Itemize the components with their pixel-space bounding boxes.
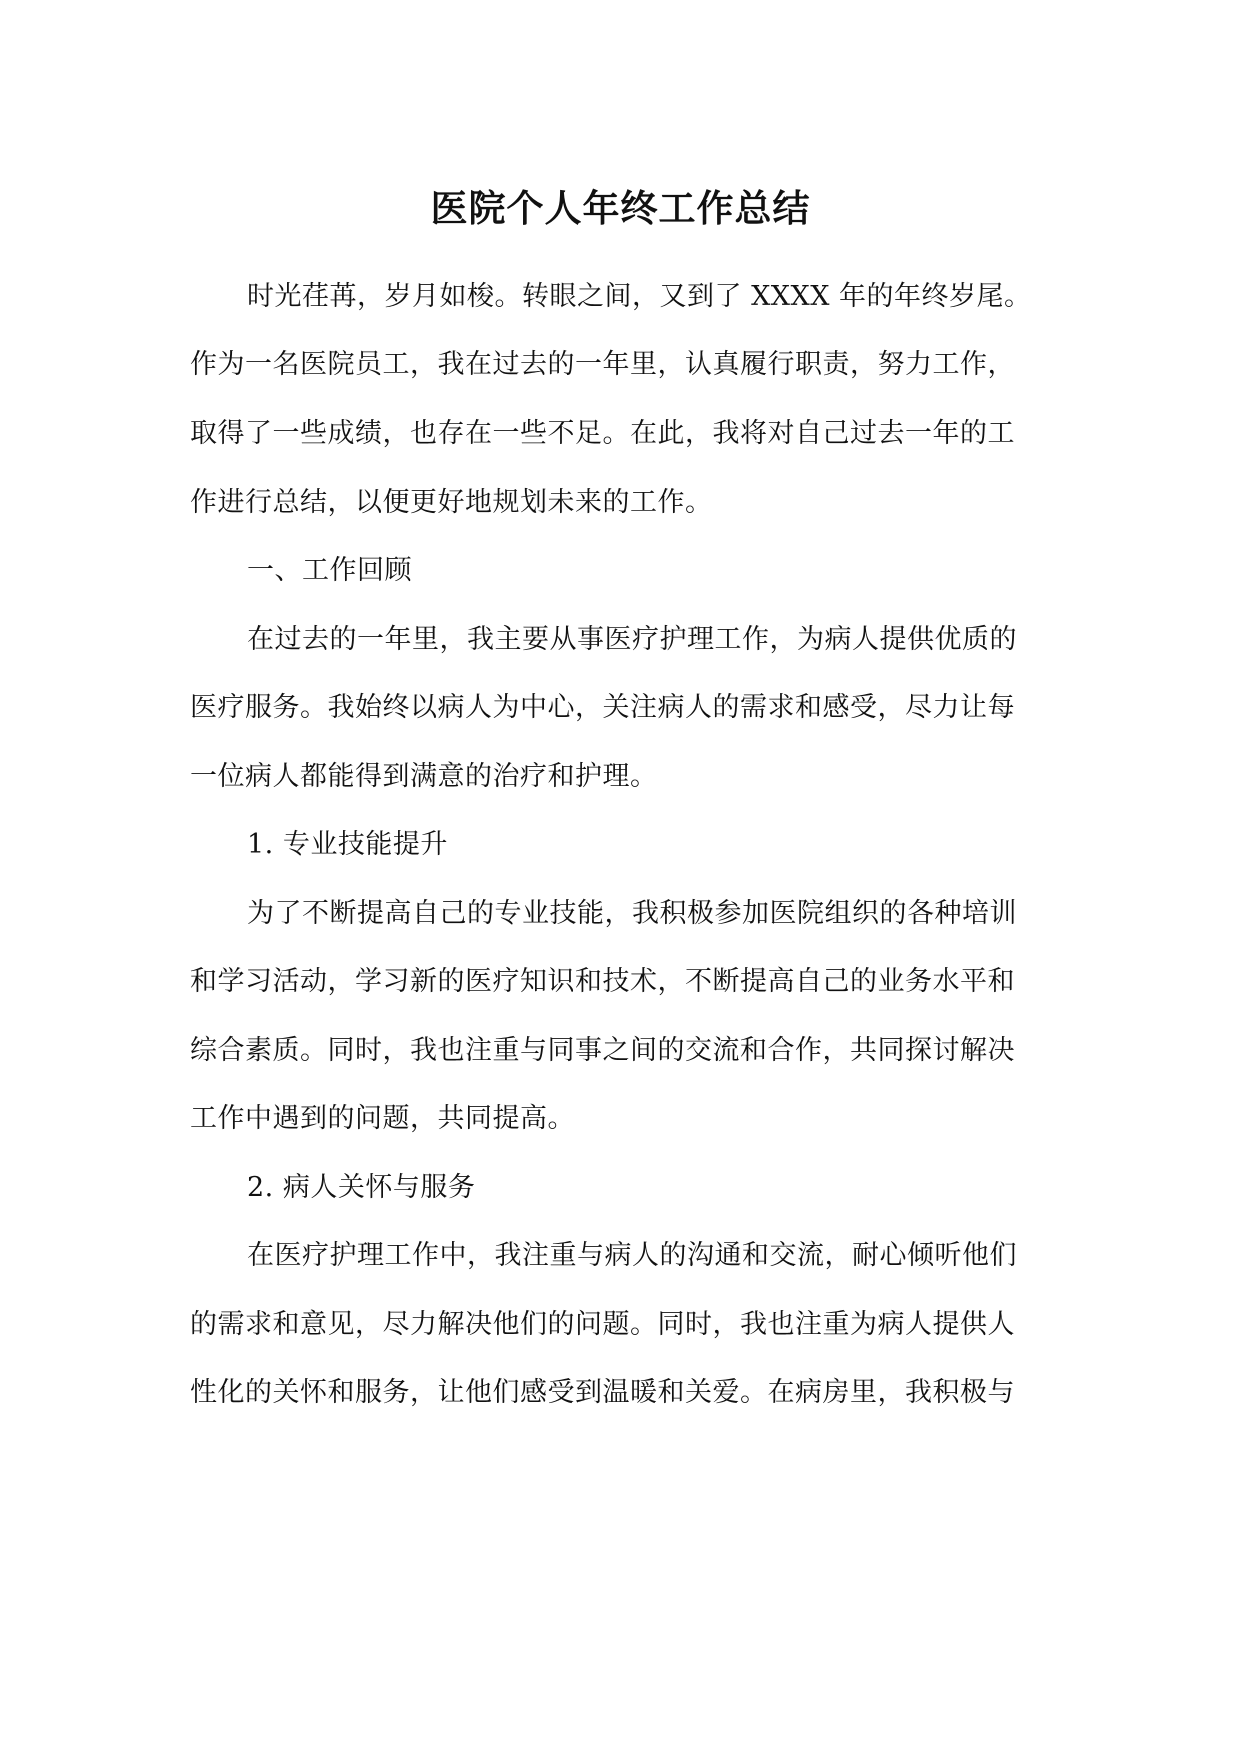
paragraph-line: 综合素质。同时，我也注重与同事之间的交流和合作，共同探讨解决 <box>190 1035 1015 1066</box>
paragraph-line: 作进行总结，以便更好地规划未来的工作。 <box>190 487 713 518</box>
subsection-heading: 2. 病人关怀与服务 <box>247 1172 476 1203</box>
paragraph-line: 在过去的一年里，我主要从事医疗护理工作，为病人提供优质的 <box>247 624 1017 655</box>
paragraph-line: 性化的关怀和服务，让他们感受到温暖和关爱。在病房里，我积极与 <box>190 1377 1015 1408</box>
paragraph-line: 医疗服务。我始终以病人为中心，关注病人的需求和感受，尽力让每 <box>190 692 1015 723</box>
document-title: 医院个人年终工作总结 <box>430 186 811 230</box>
subsection-heading: 1. 专业技能提升 <box>247 829 448 860</box>
paragraph-line: 作为一名医院员工，我在过去的一年里，认真履行职责，努力工作， <box>190 349 1015 380</box>
paragraph-line: 一位病人都能得到满意的治疗和护理。 <box>190 761 658 792</box>
paragraph-line: 的需求和意见，尽力解决他们的问题。同时，我也注重为病人提供人 <box>190 1309 1015 1340</box>
paragraph-line: 和学习活动，学习新的医疗知识和技术，不断提高自己的业务水平和 <box>190 966 1015 997</box>
paragraph-line: 在医疗护理工作中，我注重与病人的沟通和交流，耐心倾听他们 <box>247 1240 1017 1271</box>
section-heading: 一、工作回顾 <box>247 555 412 586</box>
paragraph-line: 为了不断提高自己的专业技能，我积极参加医院组织的各种培训 <box>247 898 1017 929</box>
paragraph-line: 时光荏苒，岁月如梭。转眼之间，又到了 XXXX 年的年终岁尾。 <box>247 281 1032 312</box>
paragraph-line: 取得了一些成绩，也存在一些不足。在此，我将对自己过去一年的工 <box>190 418 1015 449</box>
paragraph-line: 工作中遇到的问题，共同提高。 <box>190 1103 575 1134</box>
